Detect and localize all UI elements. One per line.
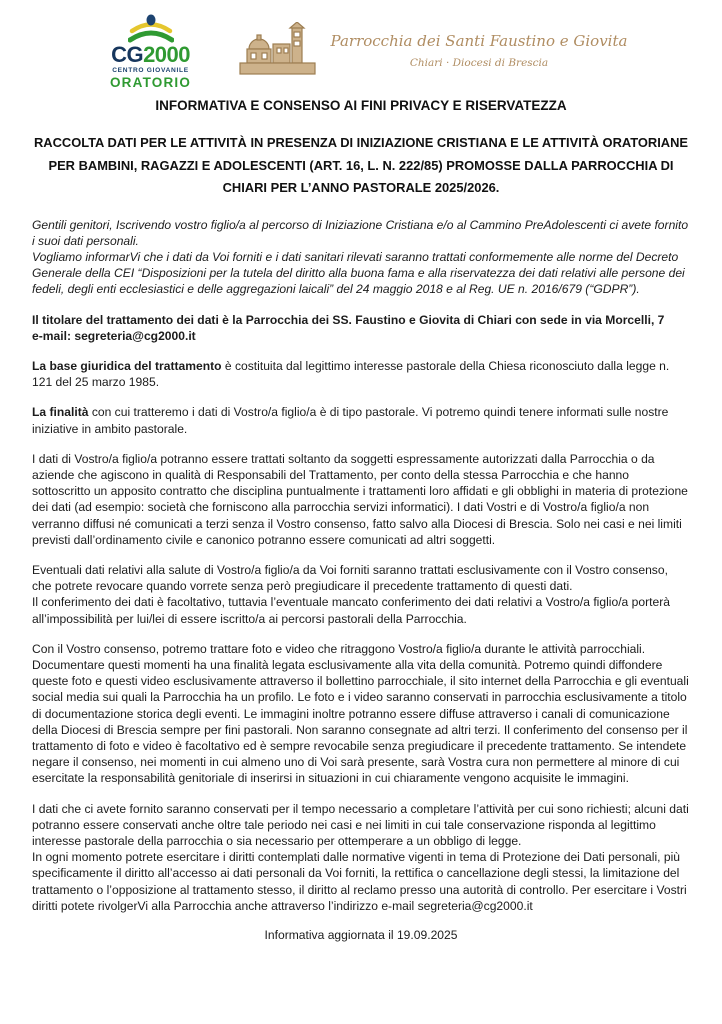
retention-rights-paragraph	[32, 801, 690, 914]
data-controller-paragraph	[32, 312, 690, 344]
cg2000-centro-giovanile-label: CENTRO GIOVANILE	[112, 67, 189, 74]
legal-basis-paragraph	[32, 358, 690, 390]
intro-paragraph	[32, 217, 690, 298]
purpose-paragraph	[32, 404, 690, 436]
data-controller-email: e-mail: segreteria@cg2000.it	[32, 328, 196, 343]
cg2000-wordmark	[111, 44, 190, 66]
rights-line2: In ogni momento potrete esercitare i diritti contemplati dalle normative vigenti in tema di Protezione dei Dati personali, più specificamente il diritto all’accesso ai dati personali da Voi forniti, la rettifica o cancellazione degli stessi, la limitazione del trattamento o l’opposizione al trattamento stesso, il diritto al reclamo presso una autorità di controllo. Per esercitare i Vostri diritti potete rivolgerVi alla Parrocchia anche attraverso l’indirizzo e-mail segreteria@cg2000.it	[32, 850, 687, 913]
cg2000-wordmark-cg: CG	[111, 42, 144, 67]
intro-line2: Vogliamo informarVi che i dati da Voi forniti e i dati sanitari rilevati saranno trattati conformemente alle norme del Decreto Generale della CEI “Disposizioni per la tutela del diritto alla buona fama e alla riservatezza dei dati relativi alle persone dei fedeli, degli enti ecclesiastici e delle aggregazioni laicali” del 24 maggio 2018 e al Reg. UE n. 2016/679 (“GDPR”).	[32, 249, 685, 297]
data-controller-line1: Il titolare del trattamento dei dati è la Parrocchia dei SS. Faustino e Giovita di Chiari con sede in via Morcelli, 7	[32, 312, 665, 327]
intro-line1: Gentili genitori, Iscrivendo vostro figlio/a al percorso di Iniziazione Cristiana e/o al Cammino PreAdolescenti ci avete fornito i suoi dati personali.	[32, 217, 689, 248]
document-body	[32, 217, 690, 915]
document-header	[32, 14, 690, 90]
cg2000-wordmark-year: 2000	[143, 42, 191, 67]
parish-logo	[237, 22, 628, 78]
health-data-line2: Il conferimento dei dati è facoltativo, tuttavia l’eventuale mancato conferimento dei dati relativi a Vostro/a figlio/a porterà all’impossibilità per lui/lei di essere iscritto/a ai percorsi pastorali della Parrocchia.	[32, 595, 670, 626]
cg2000-oratorio-label: ORATORIO	[109, 74, 192, 90]
parish-logo-text	[331, 32, 628, 69]
page-title: INFORMATIVA E CONSENSO AI FINI PRIVACY E RISERVATEZZA	[155, 98, 567, 113]
document-footer: Informativa aggiornata il 19.09.2025	[264, 928, 458, 943]
retention-line1: I dati che ci avete fornito saranno conservati per il tempo necessario a completare l’attività per cui sono richiesti; alcuni dati potranno essere conservati anche oltre tale periodo nei casi e nei limiti in cui tale conservazione risponda al legittimo interesse pastorale della parrocchia o sia necessario per ottemperare a un obbligo di legge.	[32, 801, 689, 848]
cg2000-person-icon	[128, 14, 174, 43]
cg2000-logo	[95, 14, 207, 89]
legal-basis-lead: La base giuridica del trattamento	[32, 358, 222, 373]
health-data-paragraph	[32, 562, 690, 627]
health-data-line1: Eventuali dati relativi alla salute di Vostro/a figlio/a da Voi forniti saranno trattati esclusivamente con il Vostro consenso, che potrete revocare quando vorrete senza però pregiudicare il precedente trattamento di questi dati.	[32, 562, 668, 594]
purpose-lead: La finalità	[32, 405, 89, 420]
parish-name: Parrocchia dei Santi Faustino e Giovita	[330, 31, 628, 50]
photo-video-paragraph: Con il Vostro consenso, potremo trattare foto e video che ritraggono Vostro/a figlio/a durante le attività parrocchiali. Documentare questi momenti ha una finalità legata esclusivamente alla vita della comunità. Potremo quindi diffondere queste foto e questi video esclusivamente attraverso il bollettino parrocchiale, il sito internet della Parrocchia e gli eventuali social media sui quali la Parrocchia ha un profilo. Le foto e i video saranno conservati in parrocchia esclusivamente a titolo di documentazione storica degli eventi. Le immagini inoltre potranno essere diffuse attraverso i canali di comunicazione della Diocesi di Brescia sempre per fini pastorali. Non saranno consegnate ad altri terzi. Il conferimento del consenso per il trattamento di foto e video è facoltativo ed è sempre revocabile senza pregiudicare il precedente trattamento. Se intendete negare il consenso, nei momenti in cui almeno uno di Voi sarà presente, sarà Vostra cura non permettere al minore di cui esercitate la responsabilità genitoriale di inserirsi in situazioni in cui chiaramente vengono acquisite le immagini.	[32, 641, 689, 786]
page-subtitle: RACCOLTA DATI PER LE ATTIVITÀ IN PRESENZA DI INIZIAZIONE CRISTIANA E LE ATTIVITÀ ORATORIANE PER BAMBINI, RAGAZZI E ADOLESCENTI (ART. 16, L. N. 222/85) PROMOSSE DALLA PARROCCHIA DI CHIARI PER L’ANNO PASTORALE 2025/2026.	[33, 135, 689, 195]
processors-paragraph: I dati di Vostro/a figlio/a potranno essere trattati soltanto da soggetti espressamente autorizzati dalla Parrocchia o da aziende che agiscono in qualità di Responsabili del Trattamento, per conto della stessa Parrocchia e che hanno sottoscritto un apposito contratto che disciplina puntualmente i trattamenti loro affidati e gli obblighi in materia di protezione dei dati (ad esempio: società che forniscono alla parrocchia servizi informatici). I dati Vostri e di Vostro/a figlio/a non verranno diffusi né comunicati a terzi senza il Vostro consenso, fatto salvo alla Diocesi di Brescia. Solo nei casi e nei limiti previsti dall’ordinamento civile e canonico potranno essere comunicati ad altri soggetti.	[32, 451, 688, 547]
purpose-rest: con cui tratteremo i dati di Vostro/a figlio/a è di tipo pastorale. Vi potremo quindi tenere informati sulle nostre iniziative in ambito pastorale.	[32, 405, 669, 436]
parish-location: Chiari · Diocesi di Brescia	[409, 56, 549, 69]
church-drawing-icon	[237, 22, 319, 78]
legal-basis-rest: è costituita dal legittimo interesse pastorale della Chiesa riconosciuto dalla legge n. 121 del 25 marzo 1985.	[32, 358, 670, 390]
